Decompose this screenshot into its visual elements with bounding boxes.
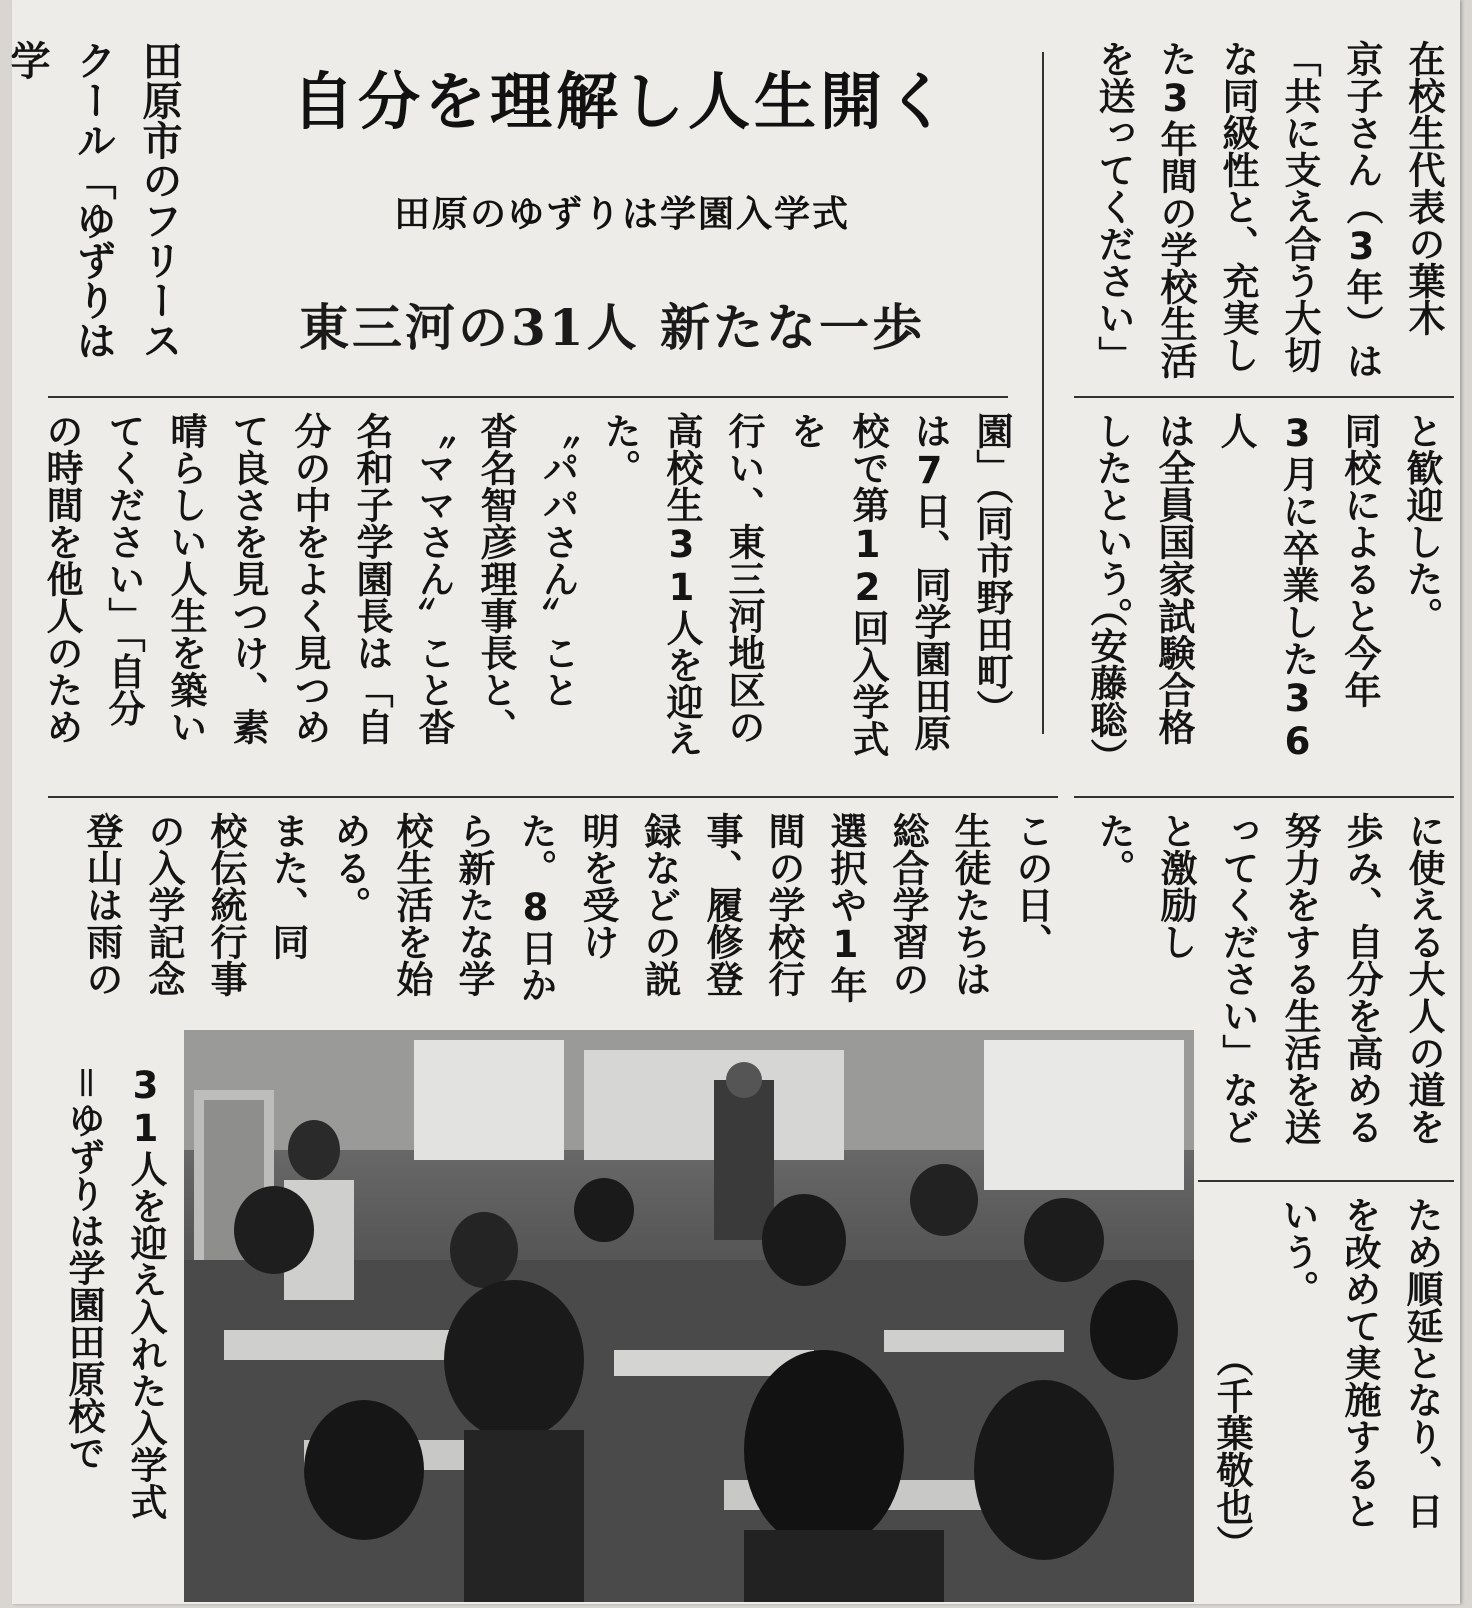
rule-main-1 — [48, 396, 1008, 398]
right-article-low: に使える大人の道を 歩み、自分を高める 努力をする生活を送 ってください」など と激励し た。 — [1092, 812, 1445, 1145]
rule-right-3 — [1198, 1180, 1454, 1182]
byline-chiba: （千葉敬也） — [1210, 1340, 1253, 1562]
rule-right-vertical — [1042, 52, 1044, 734]
article-body-2: この日、 生徒たちは 総合学習の 選択や1年 間の学校行 事、履修登 録などの説 明を受け た。8日か ら新たな学 校生活を始 める。 また、同 校伝統行事 の入学記念 登山は雨の — [80, 812, 1053, 1003]
article-body-1: 園」（同市野田町） は7日、同学園田原 校で第12回入学式を 行い、東三河地区の 高校生31人を迎え た。 〝パパさん〟こと 沓名智彦理事長と、 〝ママさん〟こと沓 名和子学園長は「自 分の中をよく見つめ て良さを見つけ、素 晴らしい人生を築い てください」「自分 の時間を他人のため — [40, 412, 1013, 757]
rule-main-2 — [48, 796, 1058, 798]
subheadline-secondary: 東三河の31人 新たな一歩 — [299, 298, 925, 357]
headline: 自分を理解し人生開く — [291, 65, 952, 138]
subheadline: 田原のゆずりは学園入学式 — [393, 194, 850, 235]
photo-illustration — [184, 1030, 1194, 1602]
newspaper-clipping — [4, 0, 1460, 1604]
byline-ando: （安藤聡） — [1084, 590, 1127, 775]
right-article-mid: と歓迎した。 同校によると今年 3月に卒業した36人 は全員国家試験合格 したという。 — [1090, 412, 1443, 763]
rule-right-1 — [1074, 396, 1454, 398]
right-article-bottom: ため順延となり、日 を改めて実施すると いう。 — [1276, 1196, 1443, 1529]
rule-right-2 — [1074, 796, 1454, 798]
right-article-top: 在校生代表の葉木 京子さん（3年）は 「共に支え合う大切 な同級性と、充実し た3年間の学校生活 を送ってください」 — [1092, 40, 1445, 379]
photo-caption: 31人を迎え入れた入学式 ＝ゆずりは学園田原校で — [62, 1064, 167, 1520]
entrance-ceremony-photo — [184, 1030, 1194, 1602]
lead-columns: 田原市のフリース クール「ゆずりは学 — [4, 40, 182, 360]
